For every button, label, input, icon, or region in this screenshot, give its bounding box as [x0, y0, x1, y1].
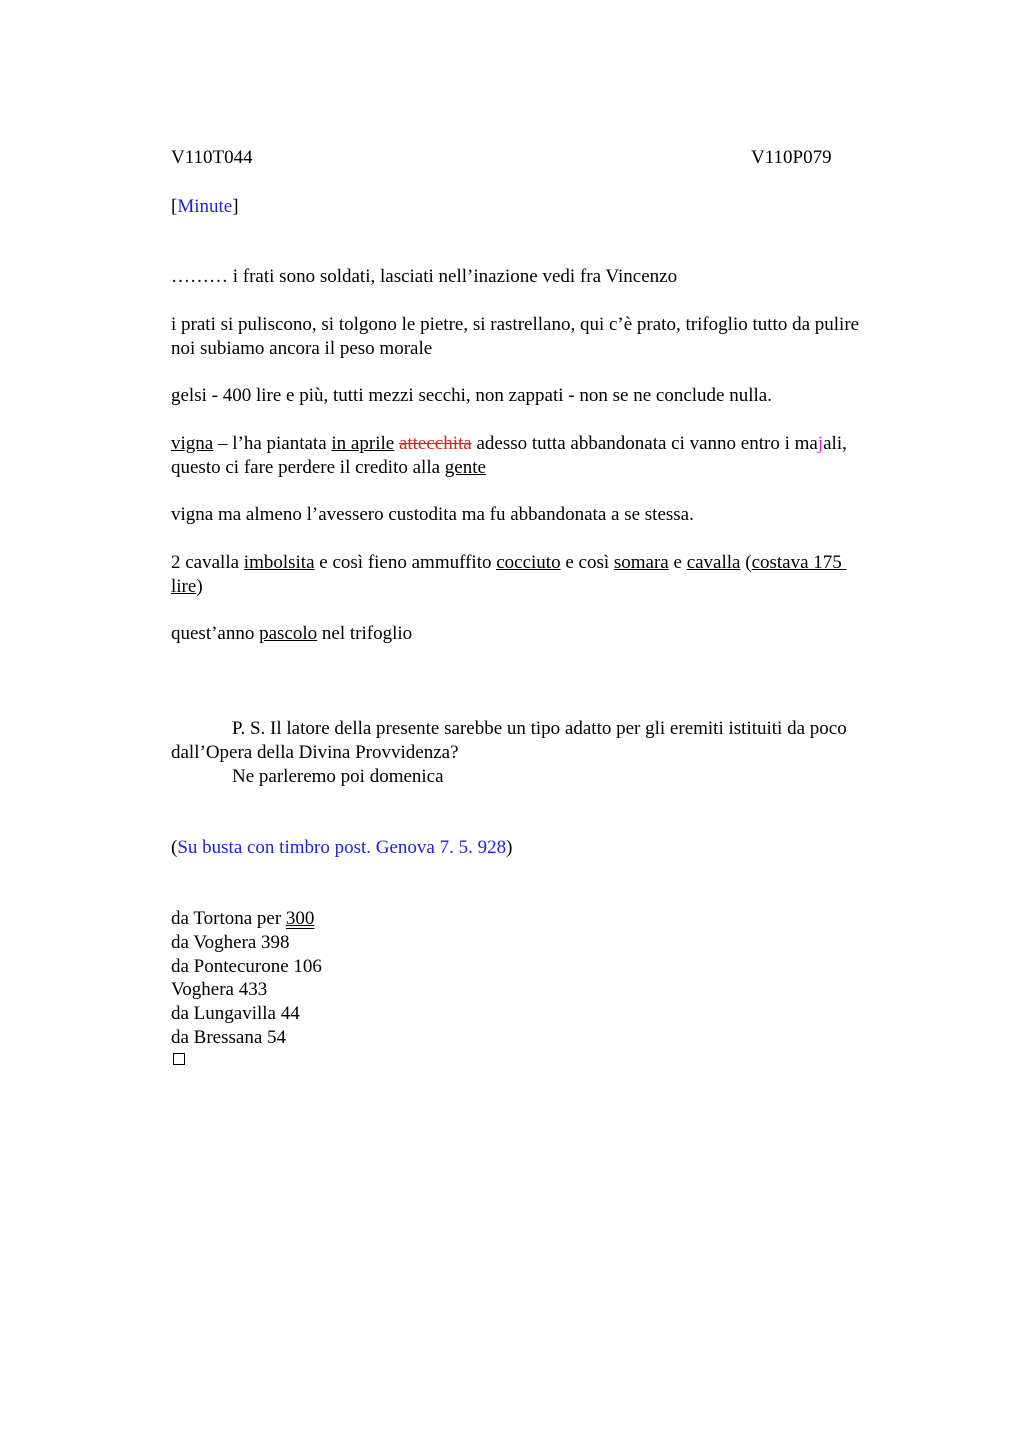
paragraph-pascolo: quest’anno pascolo nel trifoglio	[171, 623, 413, 644]
envelope-note: (Su busta con timbro post. Genova 7. 5. 928)	[171, 837, 513, 858]
amount-voghera-2: Voghera 433	[171, 979, 268, 1000]
amount-voghera-1: da Voghera 398	[171, 932, 290, 953]
postscript-line2: dall’Opera della Divina Provvidenza?	[171, 742, 459, 763]
paragraph-prati-line1: i prati si puliscono, si tolgono le pietre, si rastrellano, qui c’è prato, trifoglio tutto da pulire	[171, 314, 860, 335]
amount-lungavilla: da Lungavilla 44	[171, 1003, 300, 1024]
document-page	[171, 0, 931, 1450]
struck-word: attecchita	[398, 433, 472, 454]
envelope-text: Su busta con timbro post. Genova 7. 5. 928	[177, 837, 507, 858]
postscript-line1: P. S. Il latore della presente sarebbe un tipo adatto per gli eremiti istituiti da poco	[232, 718, 847, 739]
postscript-line3: Ne parleremo poi domenica	[232, 766, 444, 787]
paragraph-prati-line2: noi subiamo ancora il peso morale	[171, 338, 433, 359]
paragraph-gelsi: gelsi - 400 lire e più, tutti mezzi secchi, non zappati - non se ne conclude nulla.	[171, 385, 772, 406]
paragraph-frati: ……… i frati sono soldati, lasciati nell’inazione vedi fra Vincenzo	[171, 266, 678, 287]
minute-label: [Minute]	[171, 196, 239, 217]
paragraph-cavalla-line2: lire)	[171, 576, 203, 597]
amount-pontecurone: da Pontecurone 106	[171, 956, 322, 977]
minute-text: Minute	[177, 196, 233, 217]
paragraph-vigna-line1: vigna – l’ha piantata in aprile attecchita adesso tutta abbandonata ci vanno entro i majali,	[171, 433, 847, 454]
paragraph-cavalla-line1: 2 cavalla imbolsita e così fieno ammuffito cocciuto e così somara e cavalla (costava 175	[171, 552, 847, 573]
right-code: V110P079	[751, 147, 832, 168]
paragraph-vigna-line2: questo ci fare perdere il credito alla gente	[171, 457, 486, 478]
empty-square-icon	[173, 1053, 185, 1065]
paragraph-vigna-custodita: vigna ma almeno l’avessero custodita ma fu abbandonata a se stessa.	[171, 504, 694, 525]
amount-tortona: da Tortona per 300	[171, 908, 315, 929]
amount-bressana: da Bressana 54	[171, 1027, 287, 1048]
inserted-letter: j	[817, 433, 824, 454]
left-code: V110T044	[171, 147, 253, 168]
